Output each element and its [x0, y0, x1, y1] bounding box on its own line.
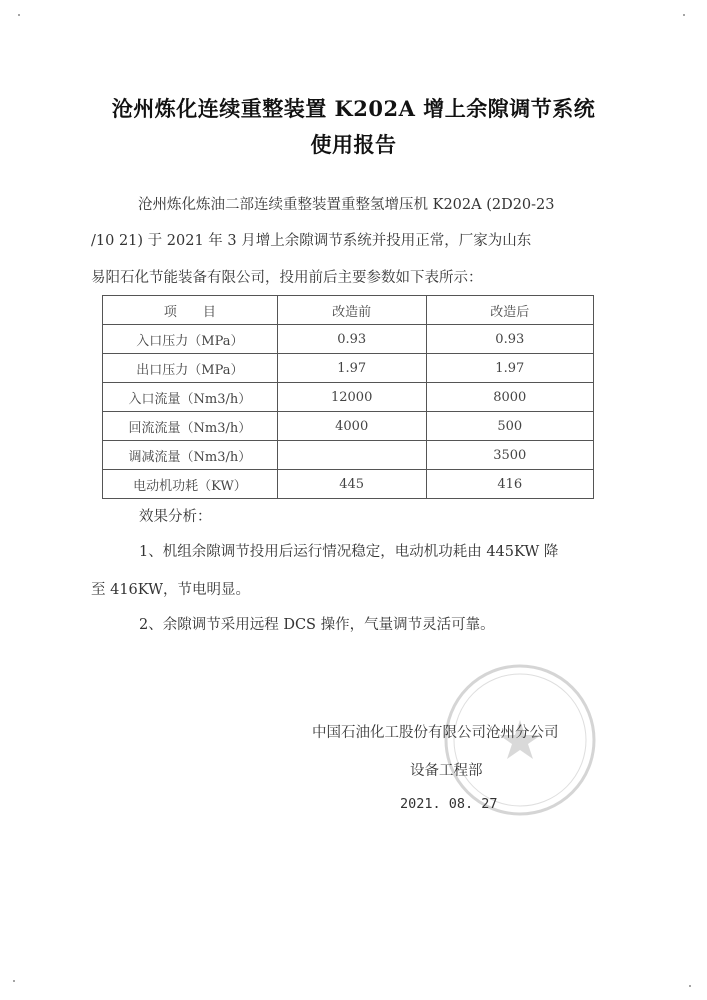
- cell-before: 445: [277, 470, 426, 499]
- cell-after: 0.93: [426, 325, 593, 354]
- header-item: 项 目: [103, 296, 278, 325]
- scan-speck: [689, 985, 691, 987]
- cell-after: 416: [426, 470, 593, 499]
- scan-speck: [13, 980, 15, 982]
- cell-after: 3500: [426, 441, 593, 470]
- parameter-table: [102, 295, 594, 499]
- cell-item: 入口流量（Nm3/h）: [103, 383, 278, 412]
- analysis-item-2: 2、余隙调节采用远程 DCS 操作，气量调节灵活可靠。: [139, 617, 495, 633]
- cell-item: 出口压力（MPa）: [103, 354, 278, 383]
- cell-before: 1.97: [277, 354, 426, 383]
- cell-before: [277, 441, 426, 470]
- header-before: 改造前: [277, 296, 426, 325]
- cell-item: 调减流量（Nm3/h）: [103, 441, 278, 470]
- intro-line-2: /10 21) 于 2021 年 3 月增上余隙调节系统并投用正常，厂家为山东: [91, 233, 532, 249]
- table-row: [103, 441, 594, 470]
- analysis-item-1-line-2: 至 416KW，节电明显。: [91, 582, 251, 598]
- document-title-line1: 沧州炼化连续重整装置 K202A 增上余隙调节系统: [111, 96, 596, 121]
- table-row: [103, 354, 594, 383]
- intro-line-1: 沧州炼化炼油二部连续重整装置重整氢增压机 K202A (2D20-23: [138, 197, 555, 213]
- document-title-line2: 使用报告: [310, 132, 397, 157]
- analysis-item-1-line-1: 1、机组余隙调节投用后运行情况稳定，电动机功耗由 445KW 降: [139, 544, 559, 560]
- table-row: [103, 470, 594, 499]
- table-header-row: [103, 296, 594, 325]
- cell-before: 0.93: [277, 325, 426, 354]
- cell-after: 500: [426, 412, 593, 441]
- signature-date: 2021. 08. 27: [400, 796, 498, 812]
- scan-speck: [18, 14, 20, 16]
- signature-company: 中国石油化工股份有限公司沧州分公司: [312, 725, 559, 741]
- cell-before: 4000: [277, 412, 426, 441]
- intro-line-3: 易阳石化节能装备有限公司，投用前后主要参数如下表所示：: [91, 270, 483, 286]
- cell-item: 入口压力（MPa）: [103, 325, 278, 354]
- header-after: 改造后: [426, 296, 593, 325]
- cell-before: 12000: [277, 383, 426, 412]
- table-row: [103, 383, 594, 412]
- signature-department: 设备工程部: [410, 763, 483, 779]
- cell-item: 电动机功耗（KW）: [103, 470, 278, 499]
- cell-after: 1.97: [426, 354, 593, 383]
- table-row: [103, 412, 594, 441]
- scan-speck: [683, 14, 685, 16]
- cell-item: 回流流量（Nm3/h）: [103, 412, 278, 441]
- analysis-heading: 效果分析：: [139, 509, 212, 525]
- cell-after: 8000: [426, 383, 593, 412]
- table-row: [103, 325, 594, 354]
